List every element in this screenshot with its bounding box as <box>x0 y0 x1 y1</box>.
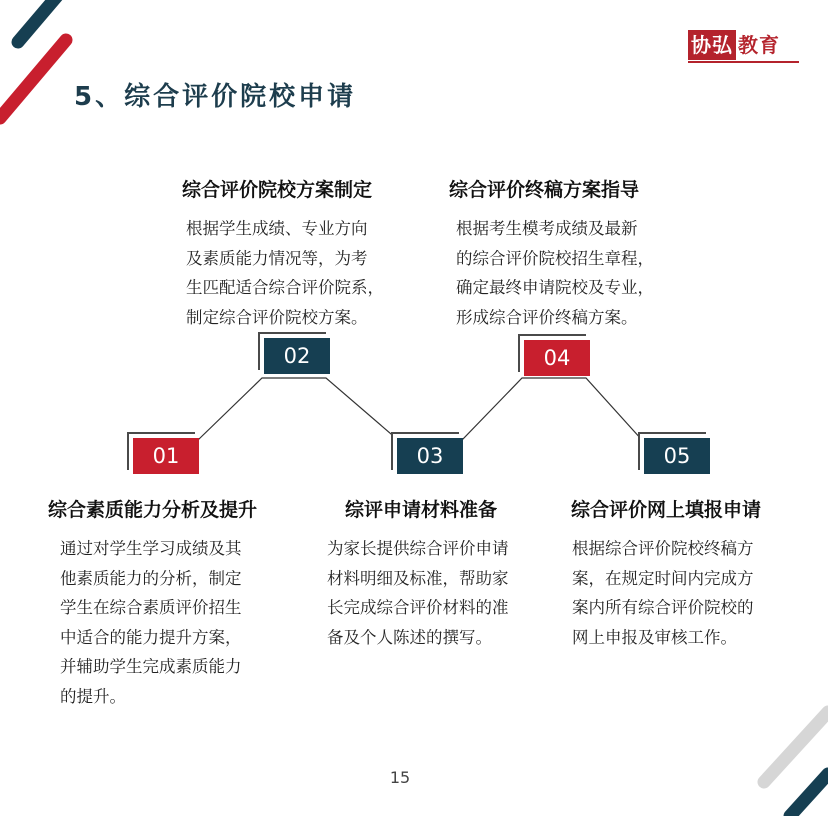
step-03-desc-line: 长完成综合评价材料的准 <box>327 598 509 617</box>
step-04-desc-line: 形成综合评价终稿方案。 <box>456 307 638 327</box>
step-01-description <box>60 534 242 711</box>
page-title: 5、综合评价院校申请 <box>74 82 357 112</box>
step-05-desc-line: 根据综合评价院校终稿方 <box>572 539 754 558</box>
step-05-title: 综合评价网上填报申请 <box>571 499 762 521</box>
step-03-title: 综评申请材料准备 <box>345 499 498 521</box>
step-03-description <box>327 534 509 652</box>
step-03-badge: 03 <box>397 438 463 474</box>
step-04-desc-line: 根据考生模考成绩及最新 <box>456 219 638 238</box>
step-03-desc-line: 为家长提供综合评价申请 <box>327 539 509 558</box>
step-01-desc-line: 的提升。 <box>60 686 126 706</box>
step-02-desc-line: 制定综合评价院校方案。 <box>186 307 368 327</box>
step-05-desc-line: 案内所有综合评价院校的 <box>572 598 754 617</box>
step-01-badge: 01 <box>133 438 199 474</box>
step-05-description <box>572 534 754 652</box>
step-05-badge: 05 <box>644 438 710 474</box>
step-05-desc-line: 网上申报及审核工作。 <box>572 627 737 647</box>
step-01-desc-line: 中适合的能力提升方案， <box>60 627 242 647</box>
step-02-badge: 02 <box>264 338 330 374</box>
step-05-desc-line: 案，在规定时间内完成方 <box>572 568 754 588</box>
step-04-desc-line: 确定最终申请院校及专业， <box>456 278 654 297</box>
page-number: 15 <box>389 768 411 787</box>
step-01-title: 综合素质能力分析及提升 <box>48 499 258 521</box>
step-02-title: 综合评价院校方案制定 <box>182 179 373 201</box>
step-01-desc-line: 学生在综合素质评价招生 <box>60 598 242 617</box>
step-03-desc-line: 备及个人陈述的撰写。 <box>327 627 492 647</box>
step-04-desc-line: 的综合评价院校招生章程， <box>456 248 654 268</box>
step-02-desc-line: 及素质能力情况等，为考 <box>186 248 368 268</box>
step-02-description <box>186 214 384 332</box>
step-04-description <box>456 214 654 332</box>
step-02-desc-line: 生匹配适合综合评价院系， <box>186 278 384 297</box>
step-01-desc-line: 并辅助学生完成素质能力 <box>60 657 242 676</box>
step-04-title: 综合评价终稿方案指导 <box>449 179 640 201</box>
step-01-desc-line: 他素质能力的分析，制定 <box>60 568 242 588</box>
logo-text: 教育 <box>738 33 780 57</box>
step-01-desc-line: 通过对学生学习成绩及其 <box>60 539 242 558</box>
step-04-badge: 04 <box>524 340 590 376</box>
step-03-desc-line: 材料明细及标准，帮助家 <box>327 568 509 588</box>
step-02-desc-line: 根据学生成绩、专业方向 <box>186 219 368 238</box>
logo-box-text: 协弘 <box>688 30 736 60</box>
